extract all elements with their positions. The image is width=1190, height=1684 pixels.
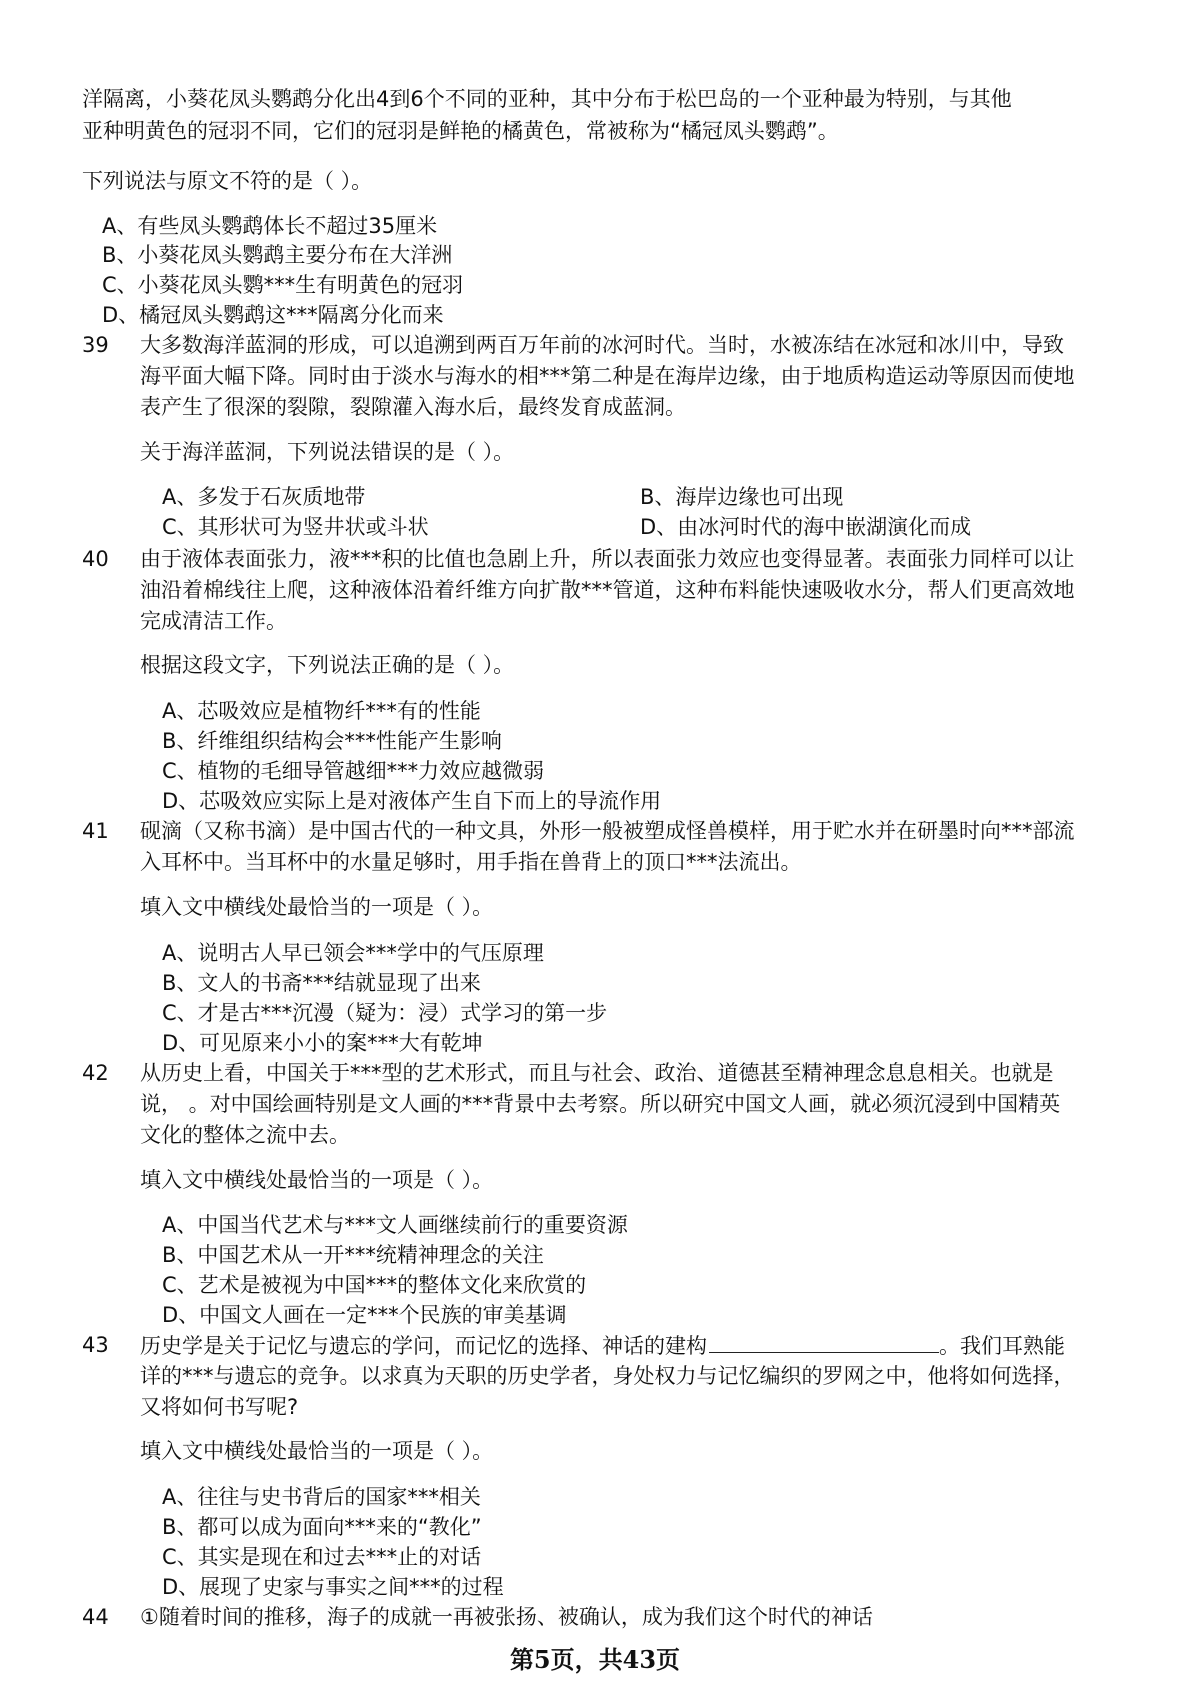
question-number-44: 44 — [82, 1605, 109, 1629]
q43-option-a[interactable]: A、往往与史书背后的国家***相关 — [162, 1485, 481, 1509]
q43-passage-line-2: 详的***与遗忘的竞争。以求真为天职的历史学者，身处权力与记忆编织的罗网之中，他将如何选择， — [140, 1364, 1075, 1388]
q44-passage-line-1: ①随着时间的推移，海子的成就一再被张扬、被确认，成为我们这个时代的神话 — [140, 1605, 873, 1629]
q39-option-b[interactable]: B、海岸边缘也可出现 — [640, 485, 844, 509]
q41-option-c[interactable]: C、才是古***沉漫（疑为：浸）式学习的第一步 — [162, 1001, 608, 1025]
intro-option-c[interactable]: C、小葵花凤头鹦***生有明黄色的冠羽 — [102, 273, 464, 297]
q42-passage-line-3: 文化的整体之流中去。 — [140, 1123, 350, 1147]
q40-question: 根据这段文字，下列说法正确的是（ ）。 — [140, 653, 515, 677]
q39-passage-line-1: 大多数海洋蓝洞的形成，可以追溯到两百万年前的冰河时代。当时，水被冻结在冰冠和冰川中，导致 — [140, 333, 1064, 357]
q42-option-b[interactable]: B、中国艺术从一开***统精神理念的关注 — [162, 1243, 544, 1267]
q42-option-a[interactable]: A、中国当代艺术与***文人画继续前行的重要资源 — [162, 1213, 628, 1237]
intro-line-2: 亚种明黄色的冠羽不同，它们的冠羽是鲜艳的橘黄色，常被称为“橘冠凤头鹦鹉”。 — [82, 119, 839, 143]
q40-passage-line-3: 完成清洁工作。 — [140, 609, 287, 633]
intro-line-1: 洋隔离，小葵花凤头鹦鹉分化出4到6个不同的亚种，其中分布于松巴岛的一个亚种最为特别，与其他 — [82, 87, 1012, 111]
intro-option-d[interactable]: D、橘冠凤头鹦鹉这***隔离分化而来 — [102, 303, 444, 327]
question-number-43: 43 — [82, 1333, 109, 1357]
q40-option-b[interactable]: B、纤维组织结构会***性能产生影响 — [162, 729, 502, 753]
q40-option-d[interactable]: D、芯吸效应实际上是对液体产生自下而上的导流作用 — [162, 789, 662, 813]
q43-question: 填入文中横线处最恰当的一项是（ ）。 — [140, 1439, 494, 1463]
q41-option-d[interactable]: D、可见原来小小的案***大有乾坤 — [162, 1031, 483, 1055]
question-number-41: 41 — [82, 819, 109, 843]
q43-option-c[interactable]: C、其实是现在和过去***止的对话 — [162, 1545, 482, 1569]
intro-option-a[interactable]: A、有些凤头鹦鹉体长不超过35厘米 — [102, 214, 438, 238]
q39-option-d[interactable]: D、由冰河时代的海中嵌湖演化而成 — [640, 515, 972, 539]
q39-question: 关于海洋蓝洞，下列说法错误的是（ ）。 — [140, 440, 515, 464]
q41-option-a[interactable]: A、说明古人早已领会***学中的气压原理 — [162, 941, 544, 965]
q39-passage-line-2: 海平面大幅下降。同时由于淡水与海水的相***第二种是在海岸边缘，由于地质构造运动等原因而使地 — [140, 364, 1075, 388]
q41-option-b[interactable]: B、文人的书斋***结就显现了出来 — [162, 971, 481, 995]
q41-passage-line-1: 砚滴（又称书滴）是中国古代的一种文具，外形一般被塑成怪兽模样，用于贮水并在研墨时向***部流 — [140, 819, 1075, 843]
q40-option-a[interactable]: A、芯吸效应是植物纤***有的性能 — [162, 699, 481, 723]
q39-option-c[interactable]: C、其形状可为竖井状或斗状 — [162, 515, 429, 539]
question-number-42: 42 — [82, 1061, 109, 1085]
page-footer: 第5页，共43页 — [509, 1645, 681, 1674]
q43-option-b[interactable]: B、都可以成为面向***来的“教化” — [162, 1515, 482, 1539]
q40-passage-line-1: 由于液体表面张力，液***积的比值也急剧上升，所以表面张力效应也变得显著。表面张力同样可以让 — [140, 547, 1075, 571]
intro-option-b[interactable]: B、小葵花凤头鹦鹉主要分布在大洋洲 — [102, 243, 453, 267]
q42-passage-line-1: 从历史上看，中国关于***型的艺术形式，而且与社会、政治、道德甚至精神理念息息相关。也就是 — [140, 1061, 1054, 1085]
intro-question: 下列说法与原文不符的是（ ）。 — [82, 169, 373, 193]
question-number-40: 40 — [82, 547, 109, 571]
q42-option-c[interactable]: C、艺术是被视为中国***的整体文化来欣赏的 — [162, 1273, 587, 1297]
question-number-39: 39 — [82, 333, 109, 357]
q42-passage-line-2: 说， 。对中国绘画特别是文人画的***背景中去考察。所以研究中国文人画，就必须沉浸到中国精英 — [140, 1092, 1061, 1116]
q43-passage-line-3: 又将如何书写呢? — [140, 1395, 299, 1419]
q39-option-a[interactable]: A、多发于石灰质地带 — [162, 485, 366, 509]
q41-passage-line-2: 入耳杯中。当耳杯中的水量足够时，用手指在兽背上的顶口***法流出。 — [140, 850, 802, 874]
q43-passage-line-1-start: 历史学是关于记忆与遗忘的学问，而记忆的选择、神话的建构 — [140, 1334, 707, 1358]
q40-passage-line-2: 油沿着棉线往上爬，这种液体沿着纤维方向扩散***管道，这种布料能快速吸收水分，帮人们更高效地 — [140, 578, 1075, 602]
q43-option-d[interactable]: D、展现了史家与事实之间***的过程 — [162, 1575, 504, 1599]
q41-question: 填入文中横线处最恰当的一项是（ ）。 — [140, 895, 494, 919]
fill-in-blank — [709, 1330, 939, 1353]
q42-question: 填入文中横线处最恰当的一项是（ ）。 — [140, 1168, 494, 1192]
q43-passage-line-1 — [140, 1330, 1065, 1361]
q40-option-c[interactable]: C、植物的毛细导管越细***力效应越微弱 — [162, 759, 545, 783]
q39-passage-line-3: 表产生了很深的裂隙，裂隙灌入海水后，最终发育成蓝洞。 — [140, 395, 686, 419]
q42-option-d[interactable]: D、中国文人画在一定***个民族的审美基调 — [162, 1303, 567, 1327]
q43-passage-line-1-end: 。我们耳熟能 — [939, 1334, 1065, 1358]
